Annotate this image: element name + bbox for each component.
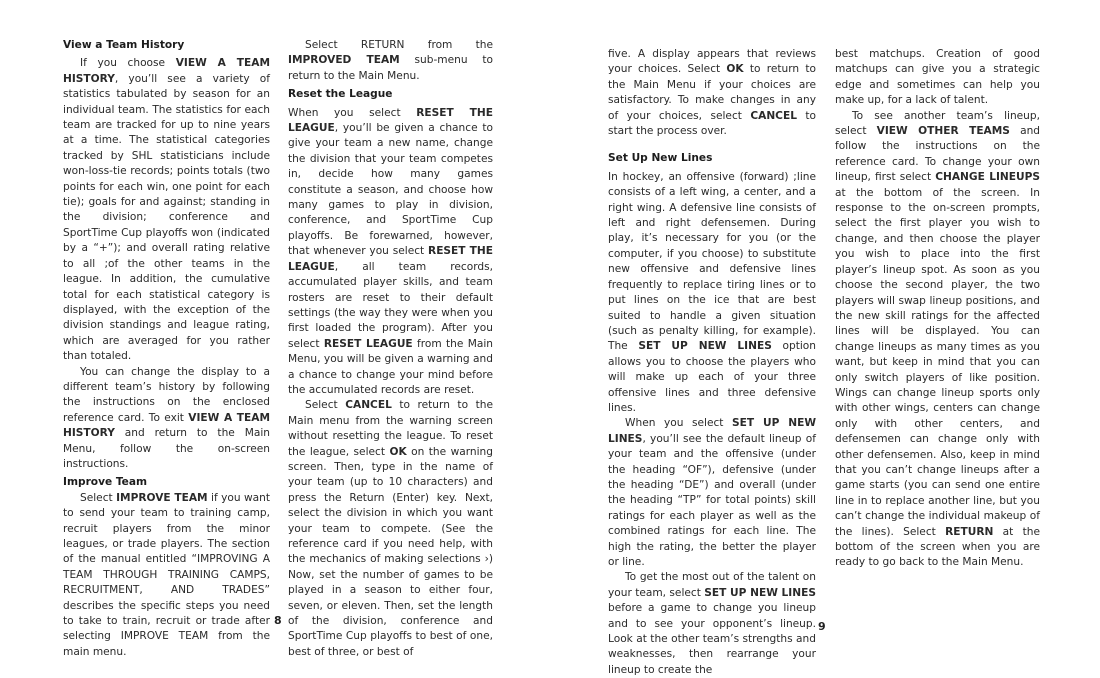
paragraph: best matchups. Creation of good matchups can give you a strategic edge and sometimes can help you make up, for a lack of talent.: [835, 48, 1040, 107]
page-number-right: 9: [818, 620, 826, 633]
paragraph: Select RETURN from the IMPROVED TEAM sub-menu to return to the Main Menu.: [288, 39, 494, 82]
paragraph: In hockey, an offensive (forward) ;line consists of a left wing, a center, and a right wing. A defensive line consists of left and right defensemen. During play, it’s necessary for you (or the computer, if you choose) to substitute new offensive and defensive lines frequently to replace tiring lines or to put lines on the ice that are best suited to handle a given situation (such as penalty killing, for example). The SET UP NEW LINES option allows you to choose the players who will make up each of your three offensive lines and three defensive lines.: [608, 170, 816, 414]
paragraph: Select IMPROVE TEAM if you want to send your team to training camp, recruit players from the minor leagues, or trade players. The section of the manual entitled “IMPROVING A TEAM THROUGH TRAINING CAMPS, RECRUITMENT, AND TRADES” describes the specific steps you need to take to train, recruit or trade after selecting IMPROVE TEAM from the main menu.: [63, 491, 270, 658]
paragraph: Select CANCEL to return to the Main menu from the warning screen without resetting the league. To reset the league, select OK on the warning screen. Then, type in the name of your team (up to 10 characters) and press the Return (Enter) key. Next, select the division in which you want your team to compete. (See the reference card if you need help, with the mechanics of making selections ›) Now, set the number of games to be played in a season to either four, seven, or eleven. Then, set the length of the division, conference and SportTime Cup playoffs to best of one, best of three, or best of: [288, 399, 493, 658]
column-1: [63, 38, 270, 660]
column-4: [835, 47, 1040, 571]
column-3: [608, 47, 816, 678]
heading-view-team-history: View a Team History: [63, 39, 185, 51]
heading-improve-team: Improve Team: [63, 476, 148, 489]
column-2: [288, 38, 493, 660]
paragraph: When you select RESET THE LEAGUE, you’ll be given a chance to give your team a new name, change the division that your team competes in, decide how many games constitute a season, and choose how many games to play in division, conference, and SportTime Cup playoffs. Be forewarned, however, that whenever you select RESET THE LEAGUE, all team records, accumulated player skills, and team rosters are reset to their default settings (the way they were when you first loaded the program). After you select RESET LEAGUE from the Main Menu, you will be given a warning and a chance to change your mind before the accumulated records are reset.: [288, 106, 493, 396]
paragraph: When you select SET UP NEW LINES, you’ll see the default lineup of your team and the offensive (under the heading “OF”), defensive (under the heading “DE”) and overall (under the heading “TP” for total points) skill ratings for each player as well as the combined ratings for each line. The high the rating, the better the player or line.: [608, 417, 817, 568]
heading-reset-league: Reset the League: [288, 88, 393, 101]
paragraph: If you choose VIEW A TEAM HISTORY, you’ll see a variety of statistics tabulated by season for an individual team. The statistics for each team are tracked for up to nine years at a time. The statistical categories tracked by SHL statisticians include won-loss-tie records; points totals (two points for each win, one point for each tie); goals for and against; standing in the division; conference and SportTime Cup playoffs won (indicated by a “+”); and overall rating relative to all ;of the other teams in the league. In addition, the cumulative total for each statistical category is displayed, with the exception of the division standings and league rating, which are averaged for you rather than totaled.: [63, 57, 271, 363]
heading-set-up-new-lines: Set Up New Lines: [608, 152, 713, 165]
paragraph: five. A display appears that reviews your choices. Select OK to return to the Main Menu if your choices are satisfactory. To make changes in any of your choices, select CANCEL to start the process over.: [608, 48, 816, 138]
paragraph: To get the most out of the talent on your team, select SET UP NEW LINES before a game to change you lineup and to see your opponent’s lineup. Look at the other team’s strengths and weaknesses, then rearrange your lineup to create the: [608, 571, 816, 676]
paragraph: To see another team’s lineup, select VIEW OTHER TEAMS and follow the instructions on the reference card. To change your own lineup, first select CHANGE LINEUPS at the bottom of the screen. In response to the on-screen prompts, select the first player you wish to change, and then choose the player you wish to place into the first player’s lineup spot. As soon as you choose the second player, the two players will swap lineup positions, and the new skill ratings for the affected lines will be displayed. You can change lineups as many times as you want, but keep in mind that you can only switch players of like position. Wings can change lineup sports only with other wings, centers can change only with other centers, and defensemen can change only with other defensemen. Also, keep in mind that you can’t change lineups after a game starts (you can send one entire line in to replace another line, but you can’t change the individual makeup of the lines). Select RETURN at the bottom of the screen when you are ready to go back to the Main Menu.: [835, 109, 1041, 569]
paragraph: You can change the display to a different team’s history by following the instructions on the enclosed reference card. To exit VIEW A TEAM HISTORY and return to the Main Menu, follow the on-screen instructions.: [63, 365, 270, 470]
page-number-left: 8: [274, 614, 282, 627]
